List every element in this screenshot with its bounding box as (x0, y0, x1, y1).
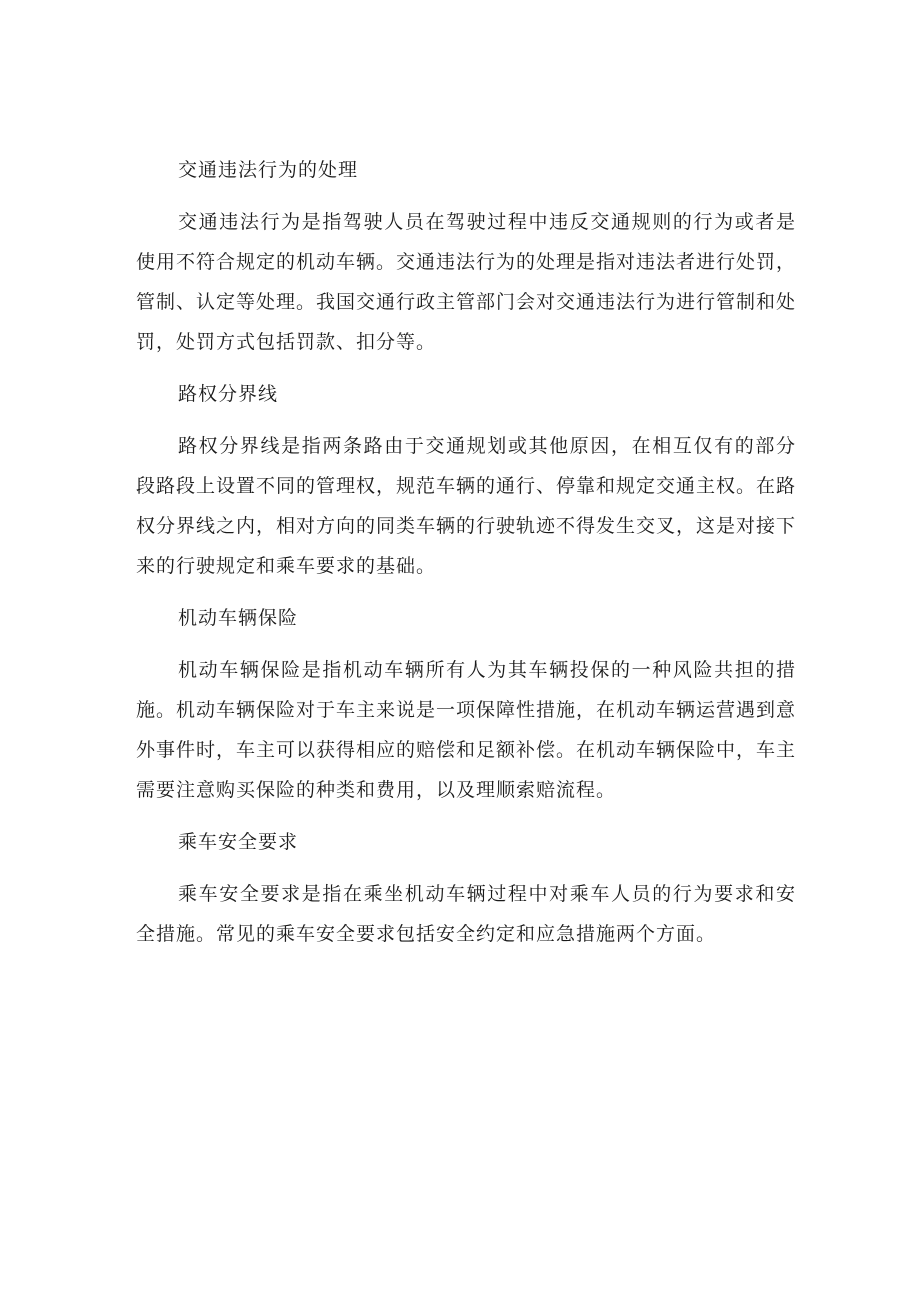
section-heading: 机动车辆保险 (178, 607, 299, 629)
section-heading: 交通违法行为的处理 (178, 159, 359, 181)
section-paragraph: 交通违法行为是指驾驶人员在驾驶过程中违反交通规则的行为或者是使用不符合规定的机动车辆。交通违法行为的处理是指对违法者进行处罚，管制、认定等处理。我国交通行政主管部门会对交通违法行为进行管制和处罚，处罚方式包括罚款、扣分等。 (136, 211, 797, 353)
document-page (136, 150, 796, 966)
section-ride-safety (136, 822, 796, 954)
section-heading: 路权分界线 (178, 383, 279, 405)
section-paragraph: 路权分界线是指两条路由于交通规划或其他原因，在相互仅有的部分段路段上设置不同的管理权，规范车辆的通行、停靠和规定交通主权。在路权分界线之内，相对方向的同类车辆的行驶轨迹不得发生交叉，这是对接下来的行驶规定和乘车要求的基础。 (136, 435, 797, 577)
section-vehicle-insurance (136, 598, 796, 810)
section-traffic-violation (136, 150, 796, 362)
section-heading: 乘车安全要求 (178, 831, 299, 853)
section-paragraph: 乘车安全要求是指在乘坐机动车辆过程中对乘车人员的行为要求和安全措施。常见的乘车安全要求包括安全约定和应急措施两个方面。 (136, 883, 796, 945)
section-right-of-way (136, 374, 796, 586)
section-paragraph: 机动车辆保险是指机动车辆所有人为其车辆投保的一种风险共担的措施。机动车辆保险对于车主来说是一项保障性措施，在机动车辆运营遇到意外事件时，车主可以获得相应的赔偿和足额补偿。在机动车辆保险中，车主需要注意购买保险的种类和费用，以及理顺索赔流程。 (136, 659, 797, 801)
